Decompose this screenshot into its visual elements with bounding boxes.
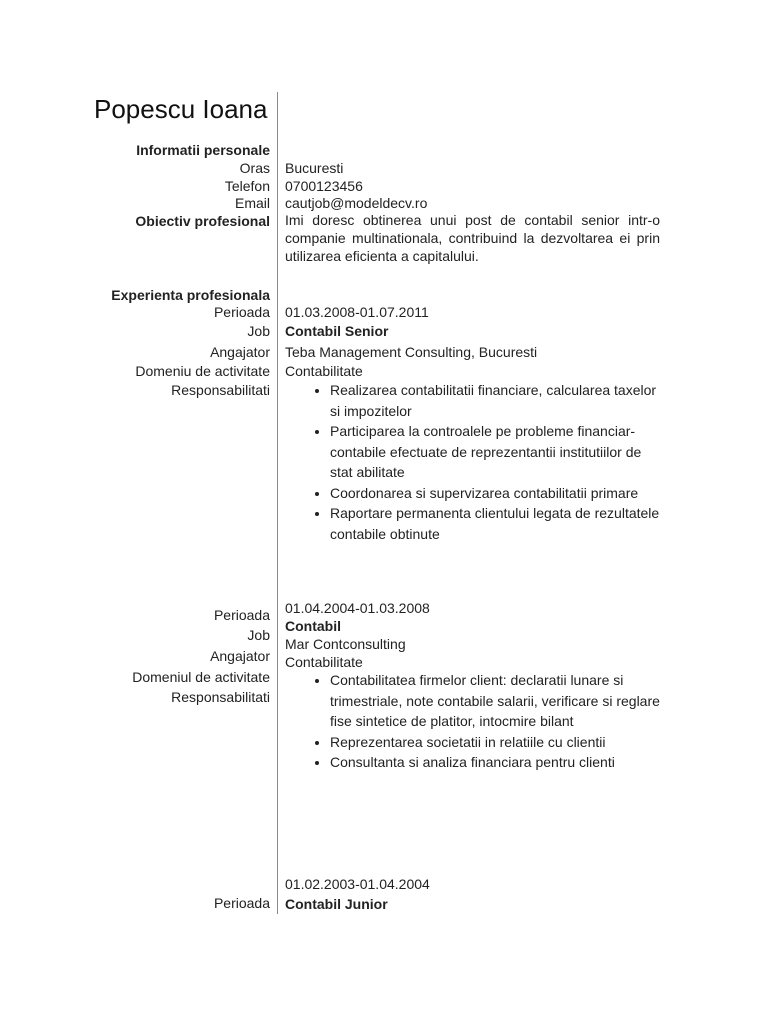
responsibilities-label: Responsabilitati [171, 689, 270, 705]
job-label: Job [247, 323, 270, 339]
list-item: • Realizarea contabilitatii financiare, calcularea taxelor si impozitelor [330, 380, 665, 421]
domain-value: Contabilitate [285, 363, 363, 379]
responsibilities-list [285, 670, 665, 773]
employer-value: Teba Management Consulting, Bucuresti [285, 344, 538, 360]
job-title: Contabil Senior [285, 323, 389, 339]
period-value: 01.02.2003-01.04.2004 [285, 876, 430, 892]
experience-heading: Experienta profesionala [111, 287, 270, 303]
job-title: Contabil Junior [285, 896, 388, 912]
objective-label: Obiectiv profesional [135, 213, 270, 229]
domain-label: Domeniu de activitate [135, 363, 270, 379]
objective-text: Imi doresc obtinerea unui post de contabil senior intr-o companie multinationala, contribuind la dezvoltarea ei prin utilizarea eficienta a capitalului. [285, 212, 660, 264]
list-item: • Reprezentarea societatii in relatiile cu clientii [330, 732, 665, 753]
responsibilities-list [285, 380, 665, 544]
personal-info-heading: Informatii personale [136, 142, 270, 158]
period-value: 01.03.2008-01.07.2011 [285, 304, 429, 320]
list-item: • Coordonarea si supervizarea contabilitatii primare [330, 483, 665, 504]
employer-label: Angajator [210, 344, 270, 360]
email-value: cautjob@modeldecv.ro [285, 195, 428, 211]
email-label: Email [234, 195, 270, 211]
cv-name: Popescu Ioana [94, 94, 268, 124]
phone-label: Telefon [224, 178, 270, 194]
domain-value: Contabilitate [285, 654, 363, 670]
list-item: • Contabilitatea firmelor client: declaratii lunare si trimestriale, note contabile salarii, verificare si reglare fise sintetice de platitor, intocmire bilant [330, 670, 665, 732]
employer-label: Angajator [210, 648, 270, 664]
column-divider [277, 92, 278, 914]
list-item: • Consultanta si analiza financiara pentru clienti [330, 752, 665, 773]
period-label: Perioada [213, 895, 270, 911]
list-item: • Participarea la controalele pe probleme financiar-contabile efectuate de reprezentantii institutiilor de stat abilitate [330, 421, 665, 483]
phone-value: 0700123456 [285, 178, 363, 194]
list-item: • Raportare permanenta clientului legata de rezultatele contabile obtinute [330, 503, 665, 544]
job-title: Contabil [285, 618, 341, 634]
period-value: 01.04.2004-01.03.2008 [285, 600, 430, 616]
city-value: Bucuresti [285, 160, 344, 176]
responsibilities-label: Responsabilitati [171, 382, 270, 398]
city-label: Oras [239, 160, 270, 176]
employer-value: Mar Contconsulting [285, 636, 406, 652]
job-label: Job [247, 627, 270, 643]
period-label: Perioada [213, 607, 270, 623]
period-label: Perioada [213, 304, 270, 320]
domain-label: Domeniul de activitate [132, 669, 270, 685]
